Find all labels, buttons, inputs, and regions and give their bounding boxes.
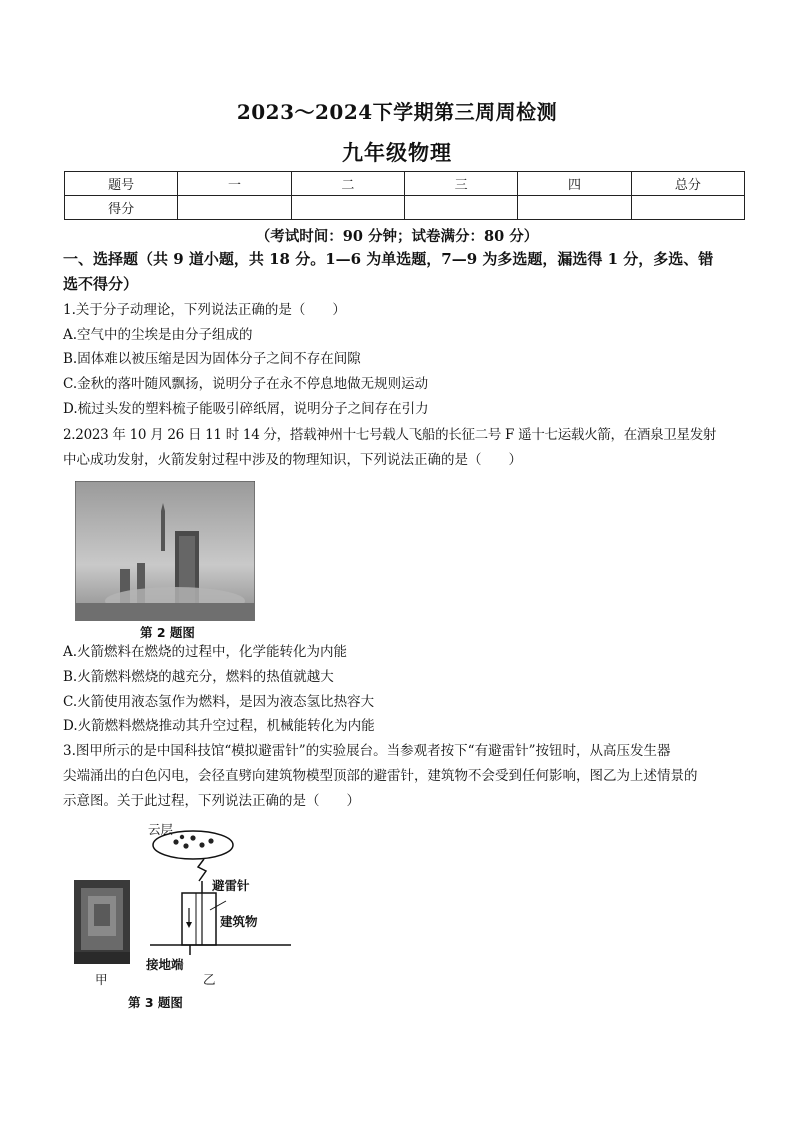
q2-stem: 2.2023 年 10 月 26 日 11 时 14 分，搭载神州十七号载人飞船的长征二号 F 遥十七运载火箭，在酒泉卫星发射: [63, 427, 717, 443]
score-cell-empty: [631, 196, 744, 220]
score-cell: 二: [291, 172, 404, 196]
q1-stem: 1.关于分子动理论，下列说法正确的是（ ）: [63, 302, 346, 318]
q2-option-c: C.火箭使用液态氢作为燃料，是因为液态氢比热容大: [63, 694, 375, 710]
label-building: 建筑物: [220, 914, 258, 929]
score-cell: 得分: [65, 196, 178, 220]
building-icon: [182, 893, 216, 945]
rocket-icon: [161, 511, 165, 551]
score-cell: 一: [178, 172, 291, 196]
score-cell-empty: [291, 196, 404, 220]
score-cell-empty: [518, 196, 631, 220]
q2-figure-caption: 第 2 题图: [140, 625, 195, 640]
exam-info: （考试时间：90 分钟；试卷满分：80 分）: [255, 228, 539, 245]
score-table: [64, 171, 745, 220]
score-cell-empty: [178, 196, 291, 220]
score-cell: 总分: [631, 172, 744, 196]
score-table-score-row: [65, 196, 745, 220]
q2-option-b: B.火箭燃料燃烧的越充分，燃料的热值就越大: [63, 669, 334, 685]
score-cell-empty: [404, 196, 517, 220]
label-cloud: 云层: [148, 822, 174, 837]
label-lightning-rod: 避雷针: [212, 878, 250, 893]
score-cell: 三: [404, 172, 517, 196]
q1-option-c: C.金秋的落叶随风飘扬，说明分子在永不停息地做无规则运动: [63, 376, 429, 392]
q1-option-b: B.固体难以被压缩是因为固体分子之间不存在间隙: [63, 351, 361, 367]
exam-subtitle: 九年级物理: [342, 140, 452, 165]
rocket-launch-photo: [75, 481, 255, 621]
exam-title: 2023～2024下学期第三周周检测: [236, 100, 558, 124]
q3-stem-cont1: 尖端涌出的白色闪电，会径直劈向建筑物模型顶部的避雷针，建筑物不会受到任何影响，图乙为上述情景的: [63, 768, 698, 784]
q2-option-d: D.火箭燃料燃烧推动其升空过程，机械能转化为内能: [63, 718, 375, 734]
q3-stem-cont2: 示意图。关于此过程，下列说法正确的是（ ）: [63, 793, 360, 809]
section-heading-cont: 选不得分）: [63, 275, 139, 293]
q2-option-a: A.火箭燃料在燃烧的过程中，化学能转化为内能: [63, 644, 348, 660]
score-cell: 题号: [65, 172, 178, 196]
q3-figure-caption: 第 3 题图: [128, 995, 183, 1010]
section-heading: 一、选择题（共 9 道小题，共 18 分。1—6 为单选题，7—9 为多选题，漏选得 1 分，多选、错: [63, 250, 714, 268]
exhibit-photo: [74, 880, 130, 964]
label-ground-end: 接地端: [146, 957, 184, 972]
figure-label-yi: 乙: [203, 972, 216, 987]
q2-stem-cont: 中心成功发射，火箭发射过程中涉及的物理知识，下列说法正确的是（ ）: [63, 452, 522, 468]
lightning-icon: [198, 859, 206, 881]
q3-stem: 3.图甲所示的是中国科技馆“模拟避雷针”的实验展台。当参观者按下“有避雷针”按钮时，从高压发生器: [63, 743, 671, 759]
q1-option-d: D.梳过头发的塑料梳子能吸引碎纸屑，说明分子之间存在引力: [63, 401, 429, 417]
q1-option-a: A.空气中的尘埃是由分子组成的: [63, 327, 253, 343]
figure-label-jia: 甲: [95, 972, 108, 987]
score-table-header-row: [65, 172, 745, 196]
score-cell: 四: [518, 172, 631, 196]
